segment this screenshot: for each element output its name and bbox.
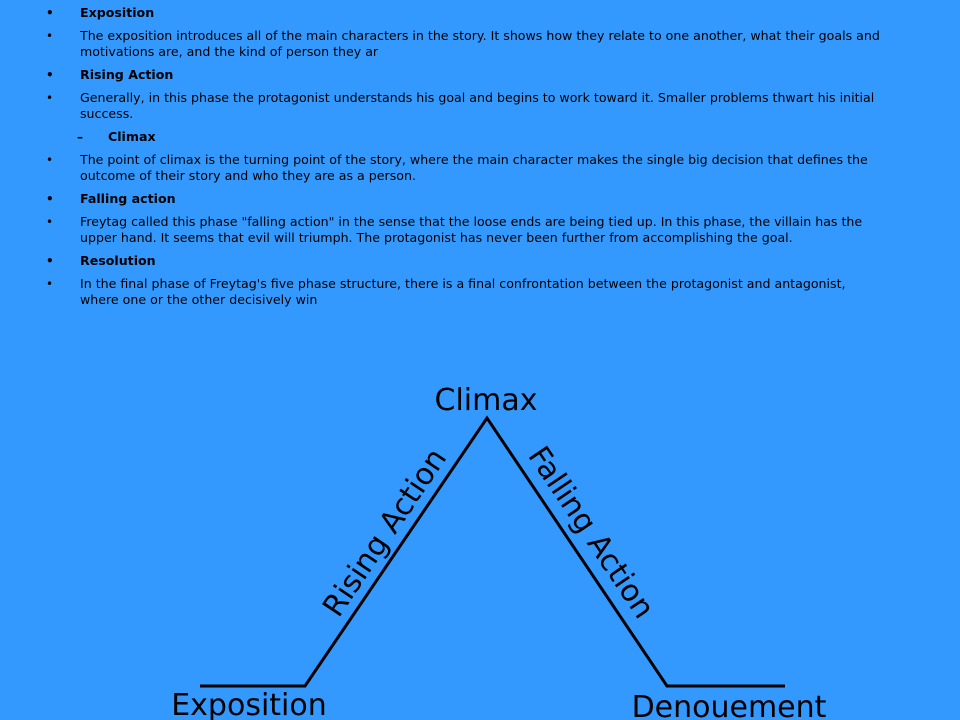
falling-action-label: Falling Action	[520, 440, 662, 626]
note-text: Falling action	[80, 191, 176, 206]
note-body-falling-action	[0, 214, 960, 246]
note-heading-rising-action	[0, 67, 960, 83]
bullet-icon: •	[46, 68, 54, 82]
note-text: Exposition	[80, 5, 155, 20]
exposition-label: Exposition	[171, 688, 327, 720]
freytag-pyramid-svg	[0, 340, 960, 720]
climax-label: Climax	[434, 383, 538, 418]
note-body-climax	[0, 152, 960, 184]
note-body-exposition	[0, 28, 960, 60]
note-text: The exposition introduces all of the main characters in the story. It shows how they relate to one another, what their goals and motivations are, and the kind of person they ar	[80, 28, 880, 59]
note-text: Generally, in this phase the protagonist understands his goal and begins to work toward it. Smaller problems thwart his initial success.	[80, 90, 875, 121]
rising-action-label: Rising Action	[316, 442, 455, 624]
dash-icon: –	[77, 130, 83, 144]
bullet-icon: •	[46, 91, 54, 105]
pyramid-line	[200, 418, 785, 686]
bullet-icon: •	[46, 215, 54, 229]
bullet-icon: •	[46, 192, 54, 206]
bullet-icon: •	[46, 277, 54, 291]
note-heading-resolution	[0, 253, 960, 269]
note-heading-climax	[0, 129, 960, 145]
notes-list	[0, 5, 960, 315]
note-text: Freytag called this phase "falling action" in the sense that the loose ends are being tied up. In this phase, the villain has the upper hand. It seems that evil will triumph. The protagonist has never been further from accomplishing the goal.	[80, 214, 863, 245]
note-text: Climax	[108, 129, 156, 144]
note-text: In the final phase of Freytag's five phase structure, there is a final confrontation between the protagonist and antagonist, where one or the other decisively win	[80, 276, 846, 307]
note-heading-falling-action	[0, 191, 960, 207]
note-body-rising-action	[0, 90, 960, 122]
note-heading-exposition	[0, 5, 960, 21]
bullet-icon: •	[46, 6, 54, 20]
bullet-icon: •	[46, 153, 54, 167]
note-text: Rising Action	[80, 67, 174, 82]
note-text: The point of climax is the turning point of the story, where the main character makes the single big decision that defines the outcome of their story and who they are as a person.	[80, 152, 868, 183]
freytag-pyramid-diagram	[0, 340, 960, 720]
denouement-label: Denouement	[631, 690, 827, 720]
bullet-icon: •	[46, 254, 54, 268]
note-text: Resolution	[80, 253, 156, 268]
bullet-icon: •	[46, 29, 54, 43]
note-body-resolution	[0, 276, 960, 308]
